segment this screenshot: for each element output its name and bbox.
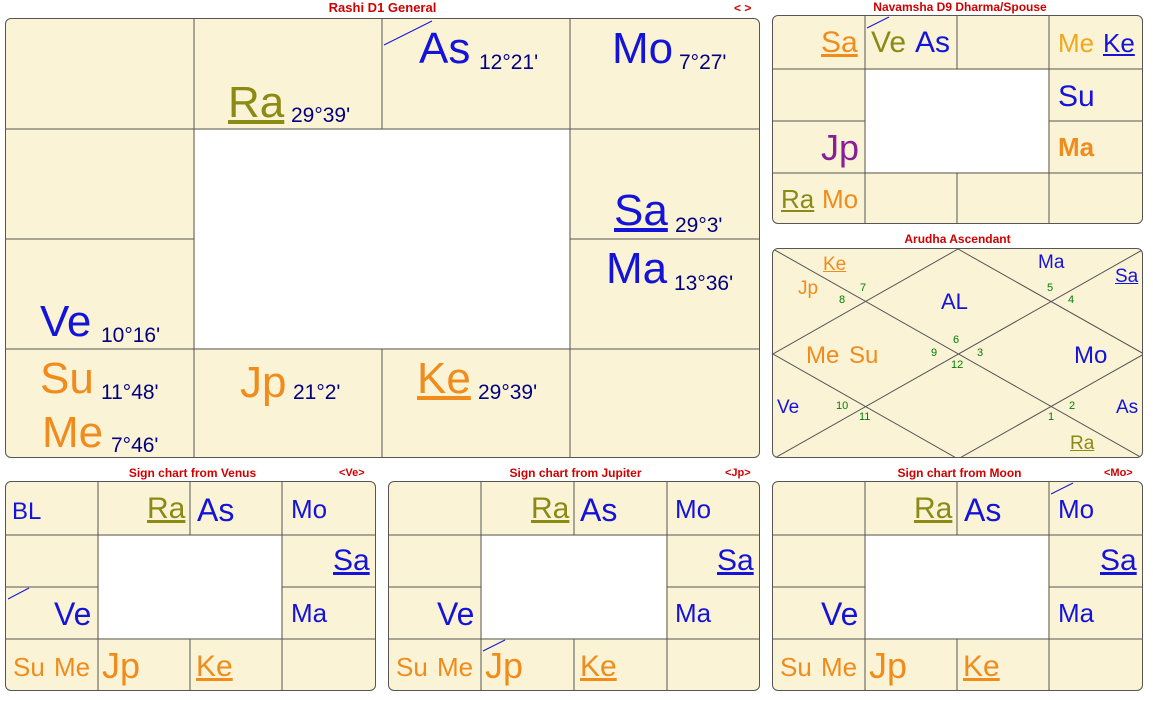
arudha-house-2: 2 bbox=[1069, 400, 1076, 412]
rashi-sa[interactable]: Sa bbox=[614, 186, 668, 235]
navamsha-as[interactable]: As bbox=[915, 26, 951, 59]
jupiter-sa[interactable]: Sa bbox=[717, 544, 754, 577]
navamsha-ke[interactable]: Ke bbox=[1103, 28, 1135, 58]
arudha-house-5: 5 bbox=[1047, 282, 1054, 294]
navamsha-d9-chart[interactable] bbox=[772, 15, 1143, 224]
jupiter-ke[interactable]: Ke bbox=[580, 650, 617, 683]
arudha-house-11: 11 bbox=[859, 411, 871, 423]
venus-ke[interactable]: Ke bbox=[196, 650, 233, 683]
moon-chart-title: Sign chart from Moon bbox=[897, 466, 1022, 480]
jupiter-su[interactable]: Su bbox=[396, 652, 428, 682]
rashi-ra-degree: 29°39' bbox=[291, 104, 351, 127]
rashi-chart-title: Rashi D1 General bbox=[328, 0, 437, 15]
venus-ve[interactable]: Ve bbox=[54, 596, 92, 632]
arudha-house-7: 7 bbox=[860, 282, 867, 294]
jupiter-chart-title: Sign chart from Jupiter bbox=[509, 466, 642, 480]
venus-ma[interactable]: Ma bbox=[291, 598, 328, 628]
arudha-chart-title: Arudha Ascendant bbox=[904, 232, 1011, 246]
arudha-ascendant-chart[interactable] bbox=[772, 248, 1143, 458]
arudha-me[interactable]: Me bbox=[806, 342, 840, 369]
moon-jp[interactable]: Jp bbox=[869, 645, 908, 686]
rashi-ra[interactable]: Ra bbox=[228, 78, 285, 127]
moon-ve[interactable]: Ve bbox=[821, 596, 859, 632]
rashi-ve[interactable]: Ve bbox=[40, 297, 92, 346]
rashi-me-degree: 7°46' bbox=[111, 434, 159, 457]
arudha-as[interactable]: As bbox=[1116, 397, 1139, 418]
rashi-d1-chart[interactable] bbox=[5, 18, 760, 458]
arudha-ra[interactable]: Ra bbox=[1070, 433, 1095, 454]
venus-sa[interactable]: Sa bbox=[333, 544, 370, 577]
arudha-house-1: 1 bbox=[1048, 411, 1055, 423]
arudha-ve[interactable]: Ve bbox=[777, 397, 800, 418]
moon-ra[interactable]: Ra bbox=[914, 492, 953, 525]
rashi-sa-degree: 29°3' bbox=[675, 214, 723, 237]
rashi-su-degree: 11°48' bbox=[101, 381, 159, 404]
arudha-house-6: 6 bbox=[953, 334, 960, 346]
navamsha-ra[interactable]: Ra bbox=[781, 184, 815, 214]
arudha-mo[interactable]: Mo bbox=[1074, 342, 1108, 369]
arudha-ma[interactable]: Ma bbox=[1038, 252, 1065, 273]
jupiter-ma[interactable]: Ma bbox=[675, 598, 712, 628]
rashi-me[interactable]: Me bbox=[42, 408, 104, 457]
arudha-house-12: 12 bbox=[951, 359, 964, 371]
navamsha-su[interactable]: Su bbox=[1058, 80, 1095, 113]
venus-ra[interactable]: Ra bbox=[147, 492, 186, 525]
arudha-ke[interactable]: Ke bbox=[823, 254, 847, 275]
moon-ma[interactable]: Ma bbox=[1058, 598, 1095, 628]
jupiter-as[interactable]: As bbox=[580, 492, 618, 528]
moon-su[interactable]: Su bbox=[780, 652, 812, 682]
arudha-house-9: 9 bbox=[931, 347, 938, 359]
arudha-house-10: 10 bbox=[836, 400, 849, 412]
navamsha-mo[interactable]: Mo bbox=[822, 184, 859, 214]
venus-as[interactable]: As bbox=[197, 492, 235, 528]
arudha-house-8: 8 bbox=[839, 294, 846, 306]
jupiter-mo[interactable]: Mo bbox=[675, 494, 712, 524]
rashi-jp-degree: 21°2' bbox=[293, 381, 341, 404]
moon-me[interactable]: Me bbox=[821, 652, 858, 682]
venus-su[interactable]: Su bbox=[13, 652, 45, 682]
jupiter-sign-chart[interactable] bbox=[388, 481, 760, 691]
navamsha-me[interactable]: Me bbox=[1058, 28, 1095, 58]
rashi-jp[interactable]: Jp bbox=[240, 358, 287, 407]
rashi-ke-degree: 29°39' bbox=[478, 381, 538, 404]
arudha-house-4: 4 bbox=[1068, 294, 1075, 306]
jupiter-ve[interactable]: Ve bbox=[437, 596, 475, 632]
navamsha-ve[interactable]: Ve bbox=[871, 26, 907, 59]
arudha-jp[interactable]: Jp bbox=[798, 278, 819, 299]
arudha-sa[interactable]: Sa bbox=[1115, 266, 1139, 287]
arudha-su[interactable]: Su bbox=[849, 342, 879, 369]
navamsha-jp[interactable]: Jp bbox=[821, 127, 860, 168]
rashi-mo-degree: 7°27' bbox=[679, 51, 727, 74]
rashi-as-degree: 12°21' bbox=[479, 51, 539, 74]
jupiter-me[interactable]: Me bbox=[437, 652, 474, 682]
navamsha-chart-title: Navamsha D9 Dharma/Spouse bbox=[873, 0, 1047, 14]
arudha-house-3: 3 bbox=[977, 347, 984, 359]
moon-ke[interactable]: Ke bbox=[963, 650, 1000, 683]
venus-mo[interactable]: Mo bbox=[291, 494, 328, 524]
moon-sign-chart[interactable] bbox=[772, 481, 1143, 691]
rashi-as[interactable]: As bbox=[419, 24, 471, 73]
venus-me[interactable]: Me bbox=[54, 652, 91, 682]
rashi-ke[interactable]: Ke bbox=[417, 354, 471, 403]
moon-as[interactable]: As bbox=[964, 492, 1002, 528]
navamsha-ma[interactable]: Ma bbox=[1058, 132, 1095, 162]
jupiter-jp[interactable]: Jp bbox=[485, 645, 524, 686]
rashi-nav-arrows[interactable]: < > bbox=[734, 1, 752, 15]
venus-nav[interactable]: <Ve> bbox=[339, 467, 365, 479]
venus-bl[interactable]: BL bbox=[12, 498, 42, 525]
rashi-su[interactable]: Su bbox=[40, 354, 94, 403]
navamsha-sa[interactable]: Sa bbox=[821, 26, 858, 59]
venus-chart-title: Sign chart from Venus bbox=[128, 466, 257, 480]
jupiter-ra[interactable]: Ra bbox=[531, 492, 570, 525]
jupiter-nav[interactable]: <Jp> bbox=[725, 467, 751, 479]
venus-sign-chart[interactable] bbox=[5, 481, 376, 691]
arudha-al[interactable]: AL bbox=[941, 289, 968, 314]
rashi-ve-degree: 10°16' bbox=[101, 324, 161, 347]
moon-mo[interactable]: Mo bbox=[1058, 494, 1095, 524]
rashi-ma[interactable]: Ma bbox=[606, 244, 668, 293]
rashi-ma-degree: 13°36' bbox=[674, 272, 734, 295]
moon-nav[interactable]: <Mo> bbox=[1104, 467, 1133, 479]
rashi-mo[interactable]: Mo bbox=[612, 24, 674, 73]
venus-jp[interactable]: Jp bbox=[102, 645, 141, 686]
moon-sa[interactable]: Sa bbox=[1100, 544, 1137, 577]
